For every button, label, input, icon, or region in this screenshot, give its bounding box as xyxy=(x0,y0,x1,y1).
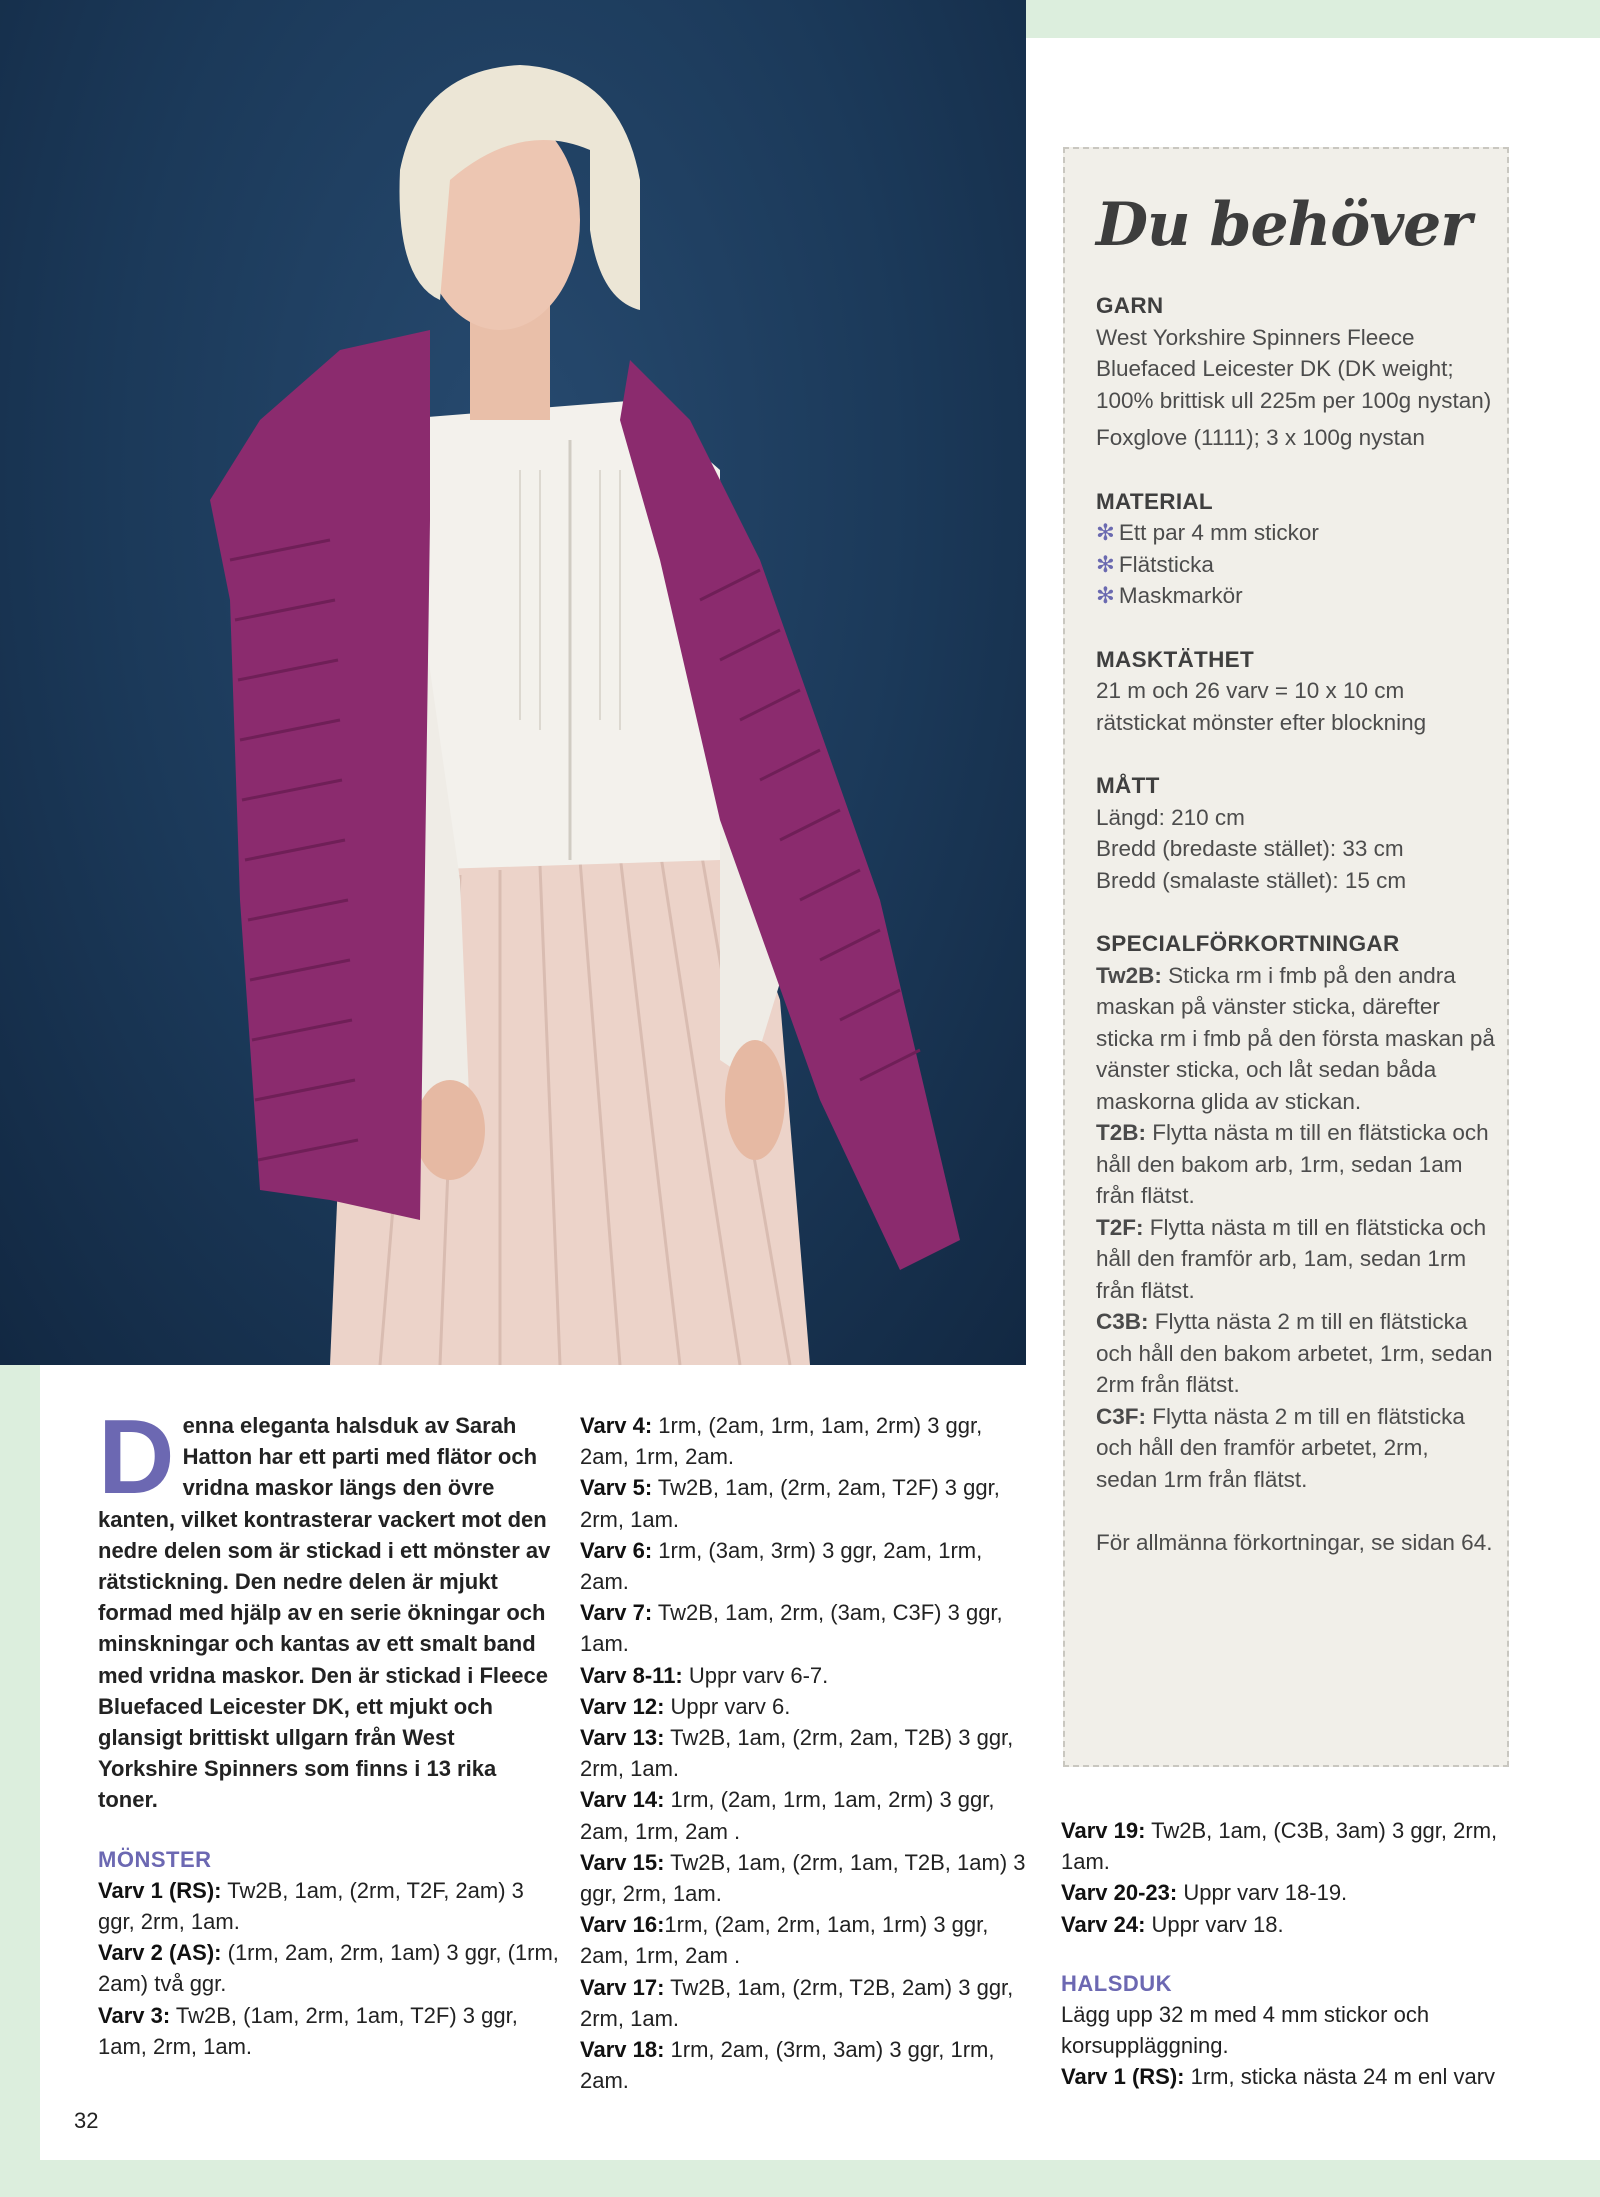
pattern-row: Varv 24: Uppr varv 18. xyxy=(1061,1911,1284,1937)
green-band-top xyxy=(1026,0,1600,38)
pattern-row: Varv 17: Tw2B, 1am, (2rm, T2B, 2am) 3 ggr, 2rm, 1am. xyxy=(580,1974,1014,2031)
pattern-row: Varv 5: Tw2B, 1am, (2rm, 2am, T2F) 3 ggr, 2rm, 1am. xyxy=(580,1475,1000,1532)
pattern-row: Varv 20-23: Uppr varv 18-19. xyxy=(1061,1880,1348,1906)
gauge-heading: MASKTÄTHET xyxy=(1096,646,1254,672)
model-illustration xyxy=(0,0,1026,1365)
pattern-row: Varv 13: Tw2B, 1am, (2rm, 2am, T2B) 3 ggr, 2rm, 1am. xyxy=(580,1725,1014,1782)
garn-heading: GARN xyxy=(1096,293,1164,318)
material-item: ✻ Maskmarkör xyxy=(1096,583,1243,608)
garn-text: West Yorkshire Spinners Fleece Bluefaced Leicester DK (DK weight; 100% brittisk ull 225m per 100g nystan) xyxy=(1096,324,1492,413)
pattern-row: Varv 14: 1rm, (2am, 1rm, 1am, 2rm) 3 ggr, 2am, 1rm, 2am . xyxy=(580,1787,995,1844)
pattern-row: Varv 7: Tw2B, 1am, 2rm, (3am, C3F) 3 ggr, 1am. xyxy=(580,1600,1003,1657)
abbreviation-c3b: C3B: Flytta nästa 2 m till en flätsticka och håll den bakom arbetet, 1rm, sedan 2rm från flätst. xyxy=(1096,1309,1493,1397)
intro-column xyxy=(98,1398,560,2062)
materials-content xyxy=(1096,290,1496,1559)
asterisk-icon: ✻ xyxy=(1096,551,1115,577)
pattern-heading: MÖNSTER xyxy=(98,1846,212,1872)
green-band-bottom xyxy=(0,2160,1600,2197)
pattern-row: Varv 16:1rm, (2am, 2rm, 1am, 1rm) 3 ggr, 2am, 1rm, 2am . xyxy=(580,1912,989,1969)
pattern-column-3 xyxy=(1061,1815,1521,2093)
pattern-row: Varv 4: 1rm, (2am, 1rm, 1am, 2rm) 3 ggr, 2am, 1rm, 2am. xyxy=(580,1413,983,1470)
abbreviations-heading: SPECIALFÖRKORTNINGAR xyxy=(1096,931,1400,956)
pattern-row: Varv 15: Tw2B, 1am, (2rm, 1am, T2B, 1am) 3 ggr, 2rm, 1am. xyxy=(580,1849,1026,1907)
pattern-row: Varv 2 (AS): (1rm, 2am, 2rm, 1am) 3 ggr, (1rm, 2am) två ggr. xyxy=(98,1940,559,1997)
scarf-heading: HALSDUK xyxy=(1061,1970,1173,1996)
size-item: Bredd (bredaste stället): 33 cm xyxy=(1096,836,1404,861)
size-item: Bredd (smalaste stället): 15 cm xyxy=(1096,867,1407,893)
pattern-column-2 xyxy=(580,1410,1030,2096)
abbreviation-t2b: T2B: Flytta nästa m till en flätsticka och håll den bakom arb, 1rm, sedan 1am från flätst. xyxy=(1096,1120,1489,1208)
intro-text: enna eleganta halsduk av Sarah Hatton har ett parti med flätor och vridna maskor längs den övre kanten, vilket kontrasterar vackert mot den nedre delen som är stickad i ett mönster av rätstickning. Den nedre delen är mjukt formad med hjälp av en serie ökningar och minskningar och kantas av ett smalt band med vridna maskor. Den är stickad i Fleece Bluefaced Leicester DK, ett mjukt och glansigt brittiskt ullgarn från West Yorkshire Spinners som finns i 13 rika toner. xyxy=(98,1413,551,1813)
pattern-row: Varv 18: 1rm, 2am, (3rm, 3am) 3 ggr, 1rm, 2am. xyxy=(580,2037,995,2094)
pattern-row: Varv 12: Uppr varv 6. xyxy=(580,1693,791,1719)
pattern-row: Varv 1 (RS): 1rm, sticka nästa 24 m enl varv xyxy=(1061,2064,1496,2090)
garn-color: Foxglove (1111); 3 x 100g nystan xyxy=(1096,425,1425,450)
general-abbreviations-note: För allmänna förkortningar, se sidan 64. xyxy=(1096,1530,1493,1555)
material-item: ✻ Flätsticka xyxy=(1096,551,1214,577)
asterisk-icon: ✻ xyxy=(1096,520,1115,545)
pattern-row: Varv 19: Tw2B, 1am, (C3B, 3am) 3 ggr, 2rm, 1am. xyxy=(1061,1818,1498,1875)
page-number: 32 xyxy=(74,2108,99,2133)
materials-title: Du behöver xyxy=(1096,190,1471,260)
material-item: ✻ Ett par 4 mm stickor xyxy=(1096,520,1319,545)
material-heading: MATERIAL xyxy=(1096,488,1213,514)
pattern-row: Varv 8-11: Uppr varv 6-7. xyxy=(580,1662,829,1688)
asterisk-icon: ✻ xyxy=(1096,583,1115,608)
green-band-left xyxy=(0,1365,40,2197)
abbreviation-c3f: C3F: Flytta nästa 2 m till en flätsticka och håll den framför arbetet, 2rm, sedan 1rm från flätst. xyxy=(1096,1403,1465,1492)
pattern-row: Varv 3: Tw2B, (1am, 2rm, 1am, T2F) 3 ggr, 1am, 2rm, 1am. xyxy=(98,2002,518,2059)
abbreviation-tw2b: Tw2B: Sticka rm i fmb på den andra maskan på vänster sticka, därefter sticka rm i fmb på den första maskan på vänster sticka, och låt sedan båda maskorna glida av stickan. xyxy=(1096,962,1495,1114)
size-item: Längd: 210 cm xyxy=(1096,804,1245,830)
scarf-text: Lägg upp 32 m med 4 mm stickor och korsuppläggning. xyxy=(1061,2002,1430,2059)
gauge-text: 21 m och 26 varv = 10 x 10 cm rätstickat mönster efter blockning xyxy=(1096,678,1427,735)
pattern-row: Varv 1 (RS): Tw2B, 1am, (2rm, T2F, 2am) 3 ggr, 2rm, 1am. xyxy=(98,1877,524,1935)
drop-cap: D xyxy=(98,1398,175,1516)
pattern-row: Varv 6: 1rm, (3am, 3rm) 3 ggr, 2am, 1rm, 2am. xyxy=(580,1537,983,1595)
model-photo xyxy=(0,0,1026,1365)
abbreviation-t2f: T2F: Flytta nästa m till en flätsticka och håll den framför arb, 1am, sedan 1rm från flätst. xyxy=(1096,1214,1487,1303)
size-heading: MÅTT xyxy=(1096,773,1160,798)
